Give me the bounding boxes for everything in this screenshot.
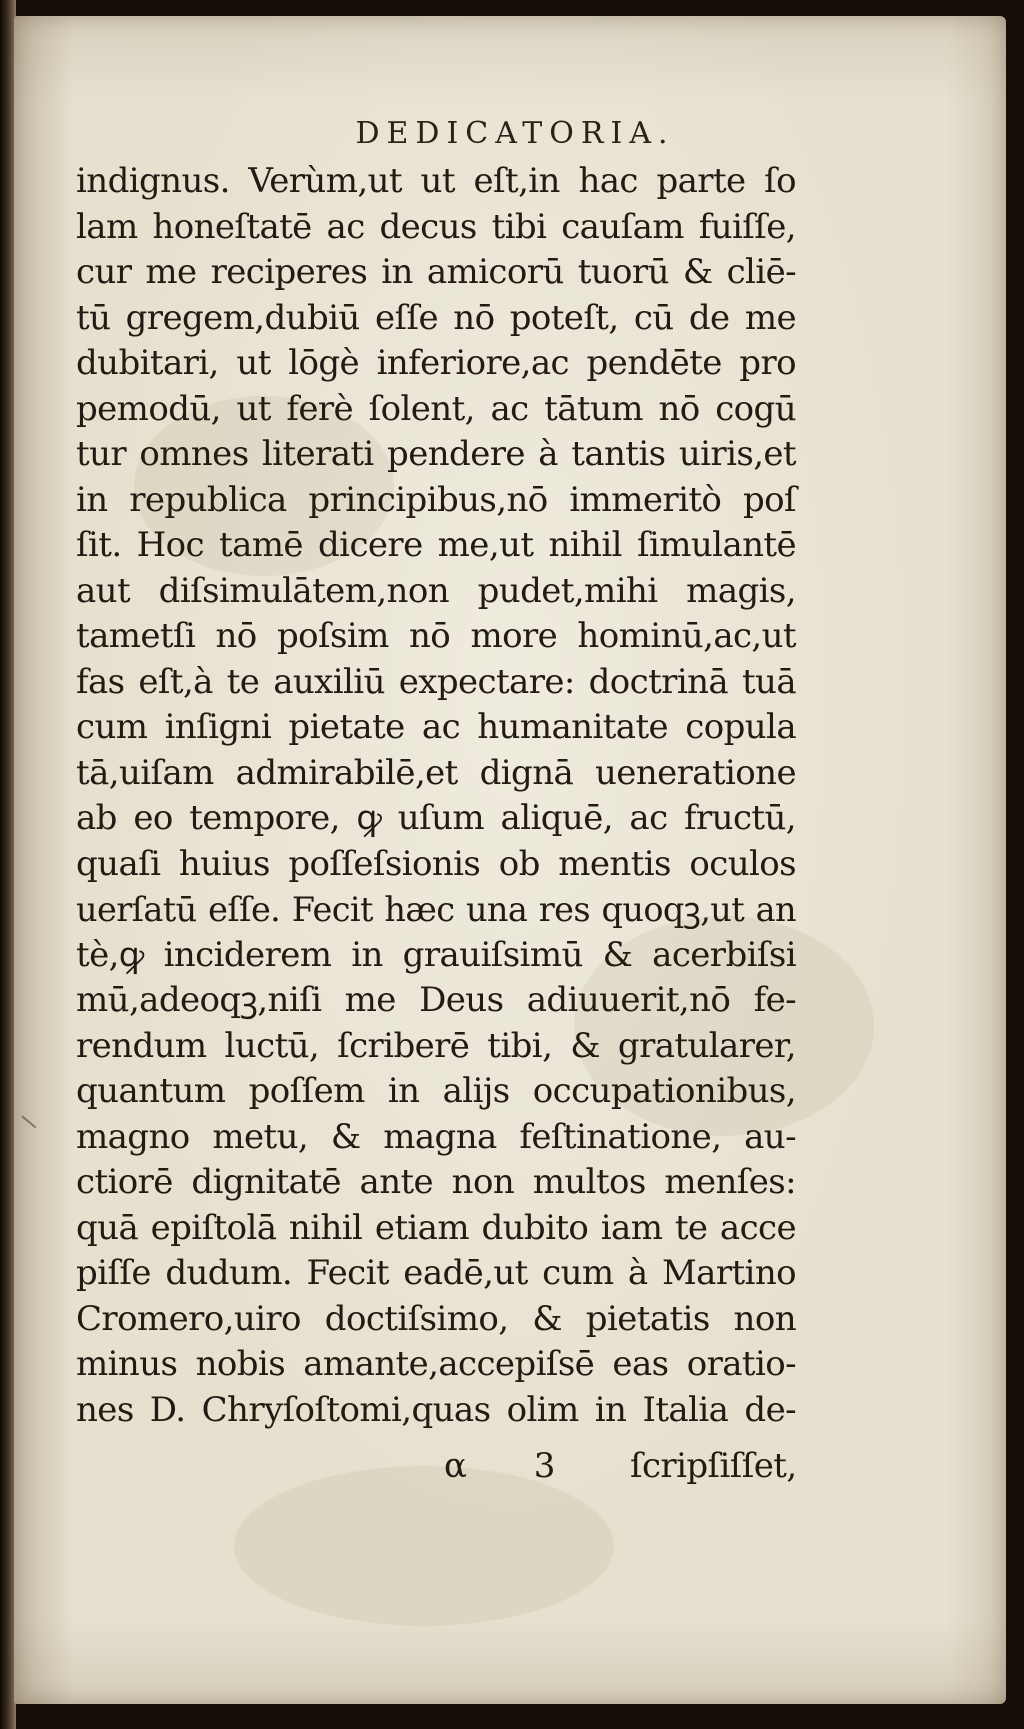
signature-mark: α 3	[444, 1446, 584, 1486]
margin-mark	[21, 1115, 36, 1128]
text-line: rendum luctū, ſcriberē tibi, & gratularer,	[76, 1025, 796, 1066]
text-block	[76, 159, 796, 1433]
text-line: tur omnes literati pendere à tantis uiris,et	[76, 434, 796, 474]
text-line: fas eſt,à te auxiliū expectare: doctrinā tuā	[76, 661, 796, 702]
text-line: tā,uiſam admirabilē,et dignā ueneratione	[76, 752, 796, 793]
book-page	[14, 16, 1006, 1704]
text-line: ſit. Hoc tamē dicere me,ut nihil ſimulantē	[76, 525, 796, 565]
text-line: ab eo tempore, ꝙ uſum aliquē, ac fructū,	[76, 798, 796, 838]
text-line: dubitari, ut lōgè inferiore,ac pendēte pro	[76, 343, 796, 383]
text-line: indignus. Verùm,ut ut eſt,in hac parte ſo	[76, 161, 796, 201]
text-line: Cromero,uiro doctiſsimo, & pietatis non	[76, 1298, 796, 1339]
text-line: cur me reciperes in amicorū tuorū & cliē-	[76, 252, 796, 292]
text-line: quā epiſtolā nihil etiam dubito iam te acce	[76, 1207, 796, 1248]
text-line: tametſi nō poſsim nō more hominū,ac,ut	[76, 616, 796, 656]
text-line: pemodū, ut ferè ſolent, ac tātum nō cogū	[76, 388, 796, 429]
text-line: uerſatū eſſe. Fecit hæc una res quoqꝫ,ut an	[76, 890, 796, 929]
text-line: nes D. Chryſoſtomi,quas olim in Italia de-	[76, 1389, 796, 1430]
text-line: ctiorē dignitatē ante non multos menſes:	[76, 1162, 796, 1202]
text-line: quantum poſſem in alijs occupationibus,	[76, 1071, 796, 1111]
text-line: aut diſsimulātem,non pudet,mihi magis,	[76, 570, 796, 611]
text-line: in republica principibus,nō immeritò poſ	[76, 479, 796, 520]
text-line: mū,adeoqꝫ,niſi me Deus adiuuerit,nō fe-	[76, 980, 796, 1020]
text-line: magno metu, & magna feſtinatione, au-	[76, 1116, 796, 1157]
running-head: DEDICATORIA.	[355, 116, 675, 151]
text-line: lam honeſtatē ac decus tibi cauſam fuiſſe,	[76, 206, 796, 247]
catchword: ſcripſiſſet,	[630, 1446, 797, 1486]
text-line: quaſi huius poſſeſsionis ob mentis oculos	[76, 843, 796, 884]
text-line: minus nobis amante,accepiſsē eas oratio-	[76, 1344, 796, 1384]
text-line: cum inſigni pietate ac humanitate copula	[76, 707, 796, 747]
footer-line	[14, 1446, 1006, 1496]
text-line: piſſe dudum. Fecit eadē,ut cum à Martino	[76, 1253, 796, 1293]
text-line: tè,ꝙ inciderem in grauiſsimū & acerbiſsi	[76, 934, 796, 975]
text-line: tū gregem,dubiū eſſe nō poteſt, cū de me	[76, 297, 796, 338]
